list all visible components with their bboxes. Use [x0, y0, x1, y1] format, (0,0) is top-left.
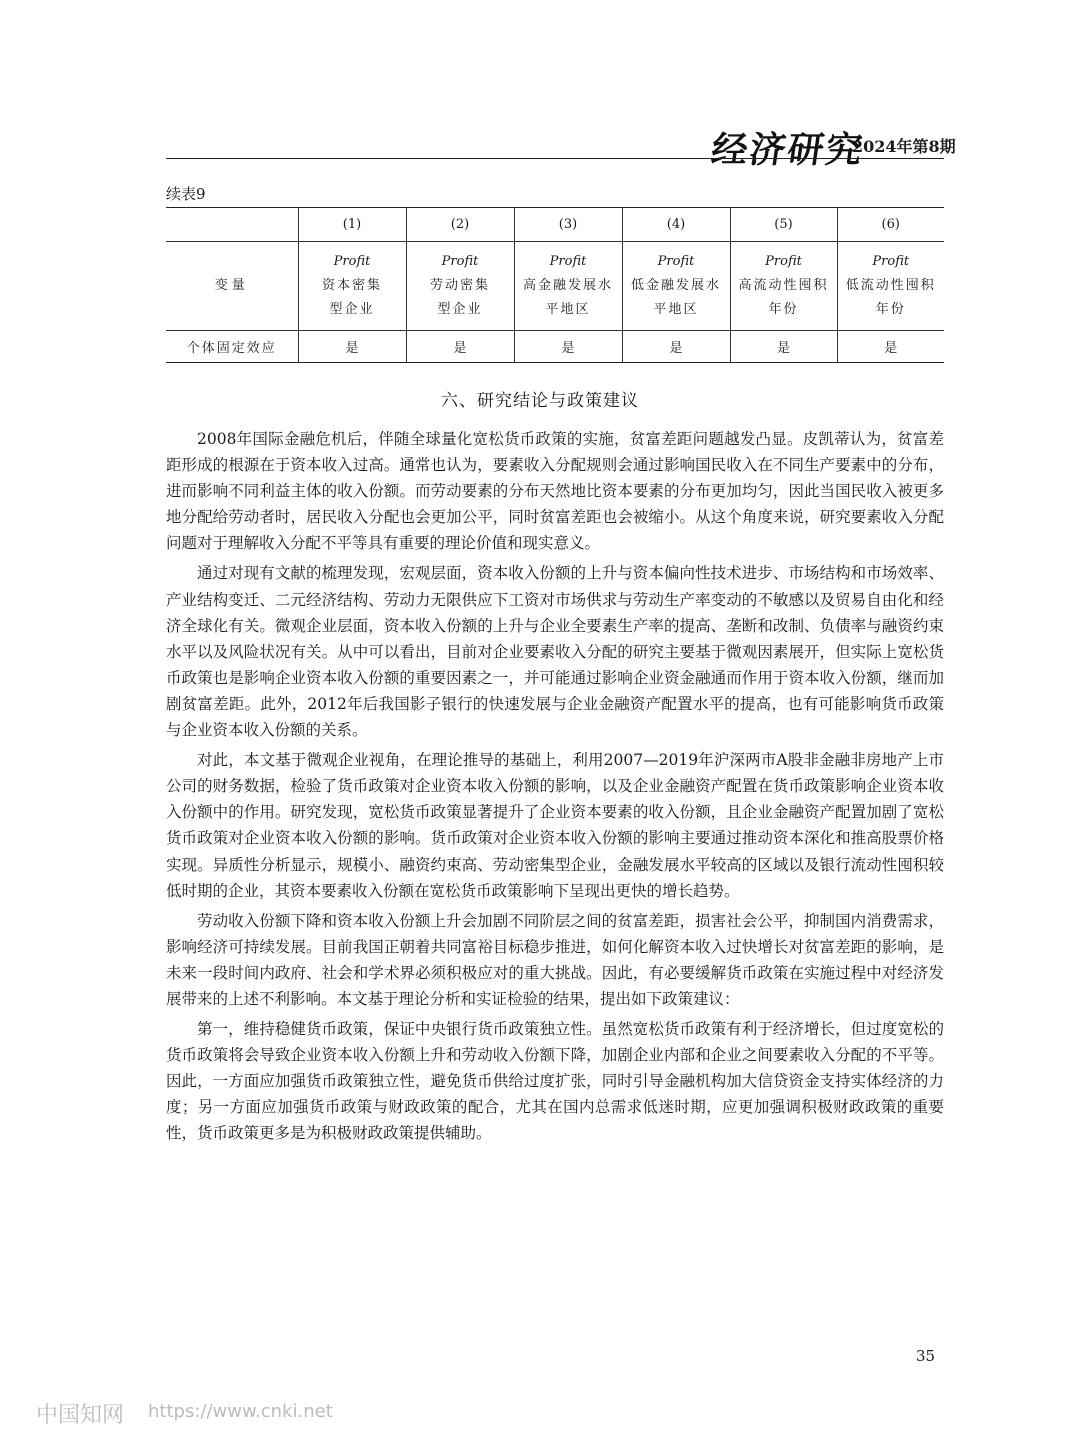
watermark-url: https://www.cnki.net: [148, 1401, 333, 1422]
sample-label: 高金融发展水: [522, 278, 613, 293]
paragraph: 劳动收入份额下降和资本收入份额上升会加剧不同阶层之间的贫富差距，损害社会公平，抑制国内消费需求，影响经济可持续发展。目前我国正朝着共同富裕目标稳步推进，如何化解资本收入过快增长对贫富差距的影响，是未来一段时间内政府、社会和学术界必须积极应对的重大挑战。因此，有必要缓解货币政策在实施过程中对经济发展带来的上述不利影响。本文基于理论分析和实证检验的结果，提出如下政策建议：: [166, 911, 944, 1008]
body-text: [166, 426, 944, 1151]
page-number: 35: [916, 1347, 936, 1365]
dependent-variable: Profit: [657, 254, 695, 269]
section-title: 六、研究结论与政策建议: [441, 391, 639, 411]
paragraph: 通过对现有文献的梳理发现，宏观层面，资本收入份额的上升与资本偏向性技术进步、市场结构和市场效率、产业结构变迁、二元经济结构、劳动力无限供应下工资对市场供求与劳动生产率变动的不敏感以及贸易自由化和经济全球化有关。微观企业层面，资本收入份额的上升与企业全要素生产率的提高、垄断和改制、负债率与融资约束水平以及风险状况有关。从中可以看出，目前对企业要素收入分配的研究主要基于微观因素展开，但实际上宽松货币政策也是影响企业资本收入份额的重要因素之一，并可能通过影响企业资金融通而作用于资本收入份额，继而加剧贫富差距。此外，2012年后我国影子银行的快速发展与企业金融资产配置水平的提高，也有可能影响货币政策与企业资本收入份额的关系。: [166, 564, 944, 740]
sample-label: 型企业: [437, 302, 483, 317]
column-number: (4): [622, 208, 730, 242]
column-number: (3): [514, 208, 622, 242]
column-number-row: [166, 208, 944, 242]
journal-logo: 经济研究: [708, 129, 867, 171]
journal-issue: 2024年第8期: [852, 137, 956, 156]
dependent-variable: Profit: [549, 254, 587, 269]
sample-label: 低金融发展水: [630, 278, 721, 293]
row-label: 个体固定效应: [166, 331, 298, 363]
header-rule: [166, 158, 944, 159]
column-header: [730, 242, 837, 331]
table-cell: 是: [406, 331, 514, 363]
dependent-variable: Profit: [765, 254, 802, 269]
results-table: [166, 207, 944, 363]
column-number: (2): [406, 208, 514, 242]
watermark-logo: 中国知网: [36, 1403, 125, 1428]
column-number: (6): [837, 208, 944, 242]
table-cell: 是: [730, 331, 837, 363]
sample-label: 年份: [875, 302, 906, 317]
sample-label: 型企业: [329, 302, 375, 317]
column-header: [406, 242, 514, 331]
table-row: [166, 331, 944, 363]
corner-cell: [166, 208, 298, 242]
table-cell: 是: [837, 331, 944, 363]
sample-label: 资本密集: [321, 278, 382, 293]
column-header: [514, 242, 622, 331]
column-number: (5): [730, 208, 837, 242]
table-caption: 续表9: [166, 185, 206, 203]
column-number: (1): [298, 208, 406, 242]
row-header-label: 变量: [166, 242, 298, 331]
dependent-variable: Profit: [441, 254, 479, 269]
table-cell: 是: [514, 331, 622, 363]
sample-label: 高流动性囤积: [738, 278, 829, 293]
paragraph: 2008年国际金融危机后，伴随全球量化宽松货币政策的实施，贫富差距问题越发凸显。皮凯蒂认为，贫富差距形成的根源在于资本收入过高。通常也认为，要素收入分配规则会通过影响国民收入在不同生产要素中的分布，进而影响不同利益主体的收入份额。而劳动要素的分布天然地比资本要素的分布更加均匀，因此当国民收入被更多地分配给劳动者时，居民收入分配也会更加公平，同时贫富差距也会被缩小。从这个角度来说，研究要素收入分配问题对于理解收入分配不平等具有重要的理论价值和现实意义。: [166, 430, 944, 553]
paragraph: 第一，维持稳健货币政策，保证中央银行货币政策独立性。虽然宽松货币政策有利于经济增长，但过度宽松的货币政策将会导致企业资本收入份额上升和劳动收入份额下降，加剧企业内部和企业之间要素收入分配的不平等。因此，一方面应加强货币政策独立性，避免货币供给过度扩张，同时引导金融机构加大信贷资金支持实体经济的力度；另一方面应加强货币政策与财政政策的配合，尤其在国内总需求低迷时期，应更加强调积极财政政策的重要性，货币政策更多是为积极财政政策提供辅助。: [166, 1020, 944, 1143]
sample-label: 劳动密集: [429, 278, 490, 293]
sample-label: 年份: [768, 302, 799, 317]
column-header: [837, 242, 944, 331]
column-header: [298, 242, 406, 331]
table-cell: 是: [298, 331, 406, 363]
paragraph: 对此，本文基于微观企业视角，在理论推导的基础上，利用2007—2019年沪深两市A股非金融非房地产上市公司的财务数据，检验了货币政策对企业资本收入份额的影响，以及企业金融资产配置在货币政策影响企业资本收入份额中的作用。研究发现，宽松货币政策显著提升了企业资本要素的收入份额，且企业金融资产配置加剧了宽松货币政策对企业资本收入份额的影响。货币政策对企业资本收入份额的影响主要通过推动资本深化和推高股票价格实现。异质性分析显示，规模小、融资约束高、劳动密集型企业，金融发展水平较高的区域以及银行流动性囤积较低时期的企业，其资本要素收入份额在宽松货币政策影响下呈现出更快的增长趋势。: [166, 751, 944, 900]
column-header: [622, 242, 730, 331]
sample-label: 低流动性囤积: [845, 278, 936, 293]
dependent-variable: Profit: [872, 254, 910, 269]
dependent-variable: Profit: [333, 254, 371, 269]
column-header-row: [166, 242, 944, 331]
table-cell: 是: [622, 331, 730, 363]
sample-label: 平地区: [653, 302, 699, 317]
sample-label: 平地区: [545, 302, 591, 317]
